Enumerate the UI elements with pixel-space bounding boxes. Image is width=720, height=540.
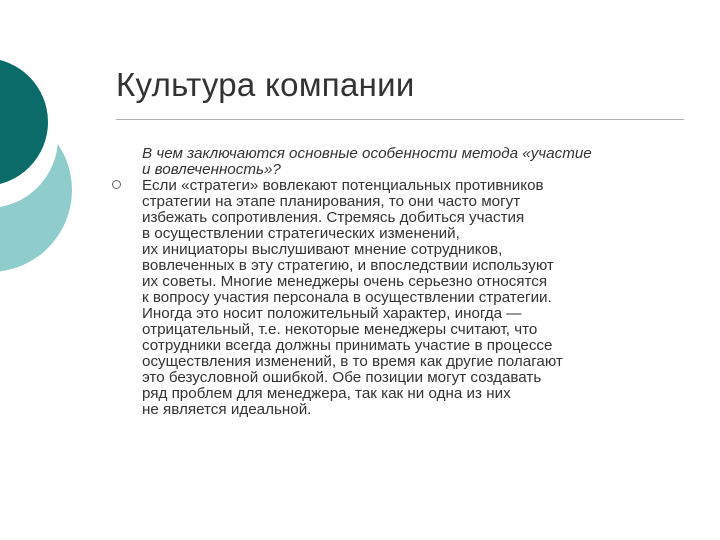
decorative-circles — [0, 0, 120, 300]
question-text — [142, 146, 692, 178]
answer-line: сотрудники всегда должны принимать участие в процессе — [142, 337, 553, 354]
answer-paragraph — [142, 178, 692, 418]
answer-line: это безусловной ошибкой. Обе позиции могут создавать — [142, 369, 542, 386]
answer-line: вовлеченных в эту стратегию, и впоследствии используют — [142, 257, 554, 274]
question-line: В чем заключаются основные особенности метода «участие — [142, 145, 592, 162]
answer-line: Если «стратеги» вовлекают потенциальных противников — [142, 177, 544, 194]
answer-line: ряд проблем для менеджера, так как ни одна из них — [142, 385, 511, 402]
answer-line: стратегии на этапе планирования, то они часто могут — [142, 193, 521, 210]
answer-line: их советы. Многие менеджеры очень серьезно относятся — [142, 273, 548, 290]
answer-line: отрицательный, т.е. некоторые менеджеры считают, что — [142, 321, 538, 338]
title-divider — [116, 119, 684, 120]
answer-line: их инициаторы выслушивают мнение сотрудников, — [142, 241, 503, 258]
bullet-ring-icon — [112, 180, 121, 189]
answer-line: Иногда это носит положительный характер, иногда — — [142, 305, 522, 322]
slide-body — [142, 146, 692, 418]
slide-title: Культура компании — [116, 66, 415, 103]
answer-line: к вопросу участия персонала в осуществлении стратегии. — [142, 289, 552, 306]
question-line: и вовлеченность»? — [142, 161, 281, 178]
answer-line: избежать сопротивления. Стремясь добиться участия — [142, 209, 525, 226]
answer-line: в осуществлении стратегических изменений, — [142, 225, 460, 242]
answer-line: не является идеальной. — [142, 401, 312, 418]
answer-line: осуществления изменений, в то время как другие полагают — [142, 353, 563, 370]
